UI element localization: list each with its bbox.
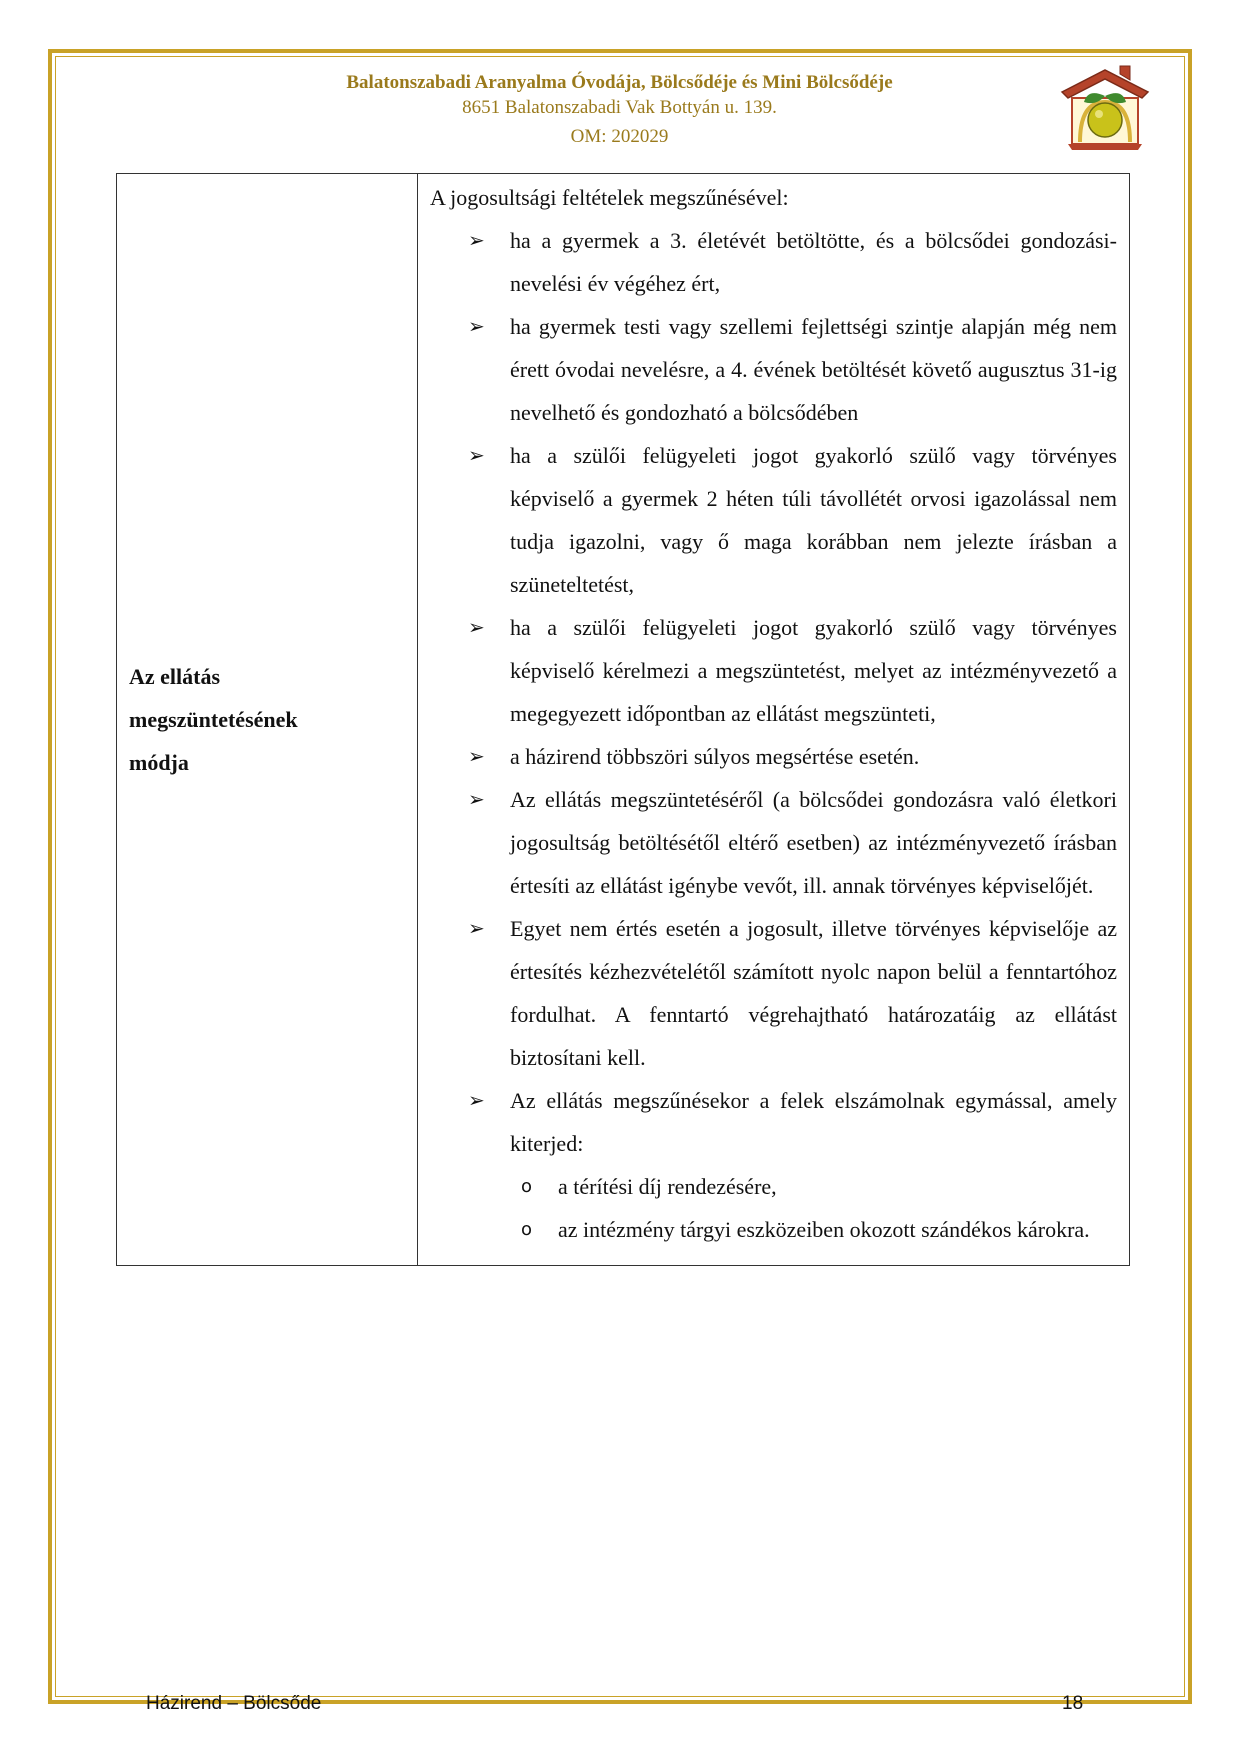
arrow-bullet-icon: ➢ (468, 916, 485, 940)
institution-om: OM: 202029 (570, 126, 669, 147)
institution-address: 8651 Balatonszabadi Vak Bottyán u. 139. (462, 97, 777, 118)
list-item: ➢ Egyet nem értés esetén a jogosult, illetve törvényes képviselője az értesítés kézhezvételétől számított nyolc napon belül a fenntartóhoz fordulhat. A fenntartó végrehajtható határozatáig az ellátást biztosítani kell. (430, 907, 1117, 1079)
sub-list-item: o a térítési díj rendezésére, (510, 1165, 1117, 1208)
settlement-sublist (510, 1165, 1117, 1251)
footer-page-number: 18 (1062, 1693, 1084, 1714)
row-content-cell (418, 174, 1130, 1266)
rules-table (116, 173, 1130, 1266)
intro-text: A jogosultsági feltételek megszűnésével: (430, 185, 789, 210)
arrow-bullet-icon: ➢ (468, 744, 485, 768)
list-item: ➢ ha a szülői felügyeleti jogot gyakorló szülő vagy törvényes képviselő kérelmezi a megszüntetést, melyet az intézményvezető a megegyezett időpontban az ellátást megszünteti, (430, 606, 1117, 735)
circle-bullet-icon: o (521, 1176, 533, 1197)
arrow-bullet-icon: ➢ (468, 787, 485, 811)
list-item: ➢ ha a szülői felügyeleti jogot gyakorló szülő vagy törvényes képviselő a gyermek 2 héten túli távollétét orvosi igazolással nem tudja igazolni, vagy ő maga korábban nem jelezte írásban a szüneteltetést, (430, 434, 1117, 606)
arrow-bullet-icon: ➢ (468, 1088, 485, 1112)
list-item: ➢ Az ellátás megszűnésekor a felek elszámolnak egymással, amely kiterjed: o a térítési díj rendezésére, o az intézmény tárgyi eszközeiben okozott szándékos károkra. (430, 1079, 1117, 1251)
row-label-cell (117, 174, 418, 1266)
list-item: ➢ a házirend többszöri súlyos megsértése esetén. (430, 735, 1117, 778)
list-item: ➢ ha gyermek testi vagy szellemi fejlettségi szintje alapján még nem érett óvodai nevelésre, a 4. évének betöltését követő augusztus 31-ig nevelhető és gondozható a bölcsődében (430, 305, 1117, 434)
row-label-line-1: Az ellátás (129, 664, 221, 689)
circle-bullet-icon: o (521, 1219, 533, 1240)
row-label-line-3: módja (129, 750, 189, 775)
arrow-bullet-icon: ➢ (468, 615, 485, 639)
sub-list-item: o az intézmény tárgyi eszközeiben okozott szándékos károkra. (510, 1208, 1117, 1251)
arrow-bullet-icon: ➢ (468, 228, 485, 252)
apple-house-logo-icon (1058, 62, 1152, 152)
arrow-bullet-icon: ➢ (468, 443, 485, 467)
list-item: ➢ ha a gyermek a 3. életévét betöltötte, és a bölcsődei gondozási-nevelési év végéhez ért, (430, 219, 1117, 305)
arrow-bullet-icon: ➢ (468, 314, 485, 338)
row-label-line-2: megszüntetésének (129, 707, 298, 732)
list-item: ➢ Az ellátás megszüntetéséről (a bölcsődei gondozásra való életkori jogosultság betöltésétől eltérő esetben) az intézményvezető írásban értesíti az ellátást igénybe vevőt, ill. annak törvényes képviselőjét. (430, 778, 1117, 907)
footer-document-title: Házirend – Bölcsőde (146, 1693, 322, 1714)
termination-list (430, 219, 1117, 1251)
institution-title: Balatonszabadi Aranyalma Óvodája, Bölcsődéje és Mini Bölcsődéje (346, 72, 893, 93)
page-header (0, 70, 1239, 149)
